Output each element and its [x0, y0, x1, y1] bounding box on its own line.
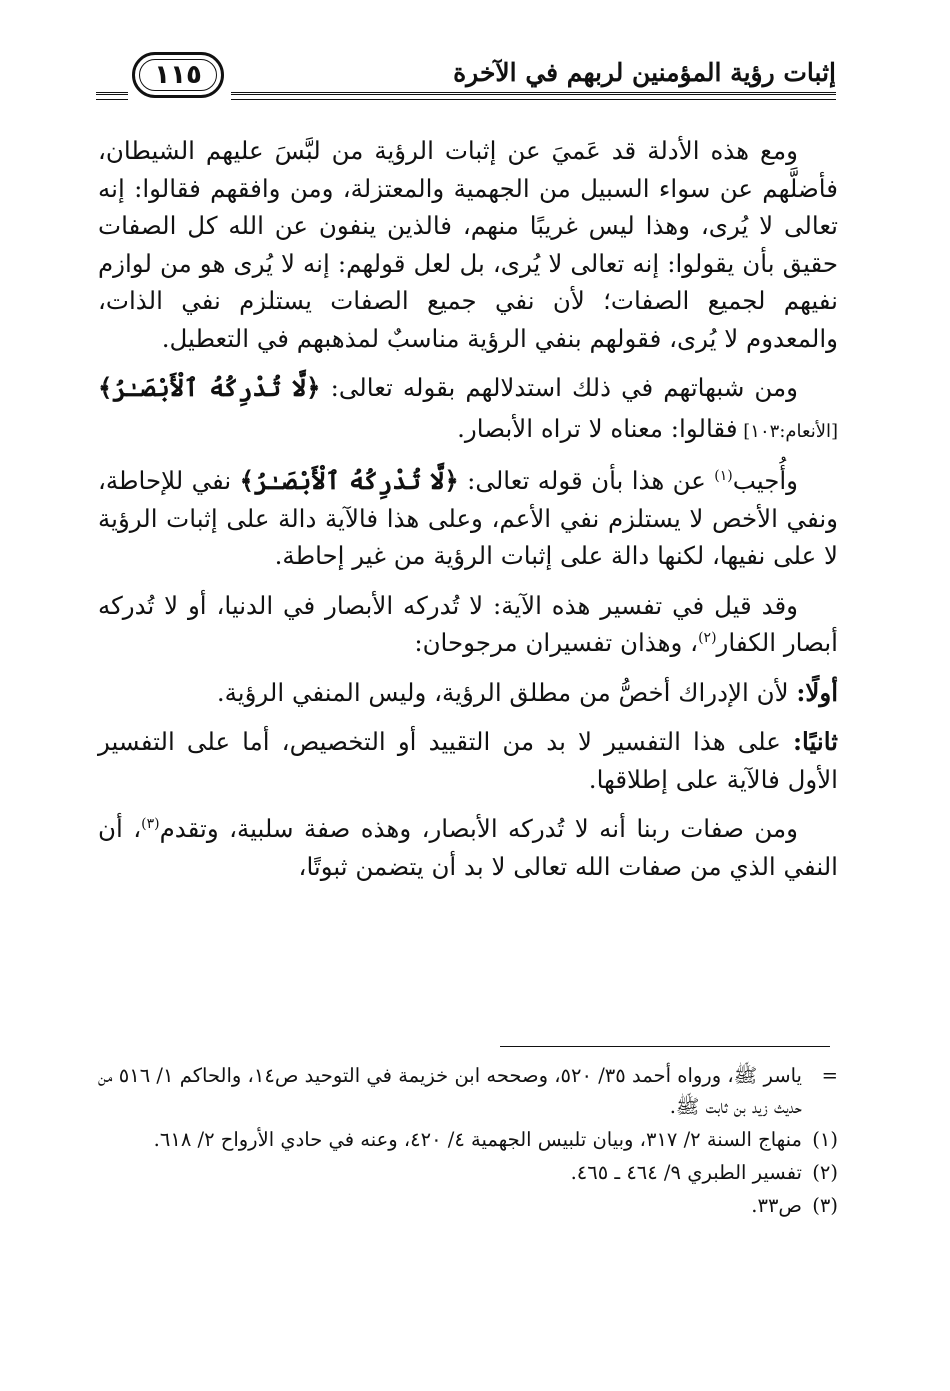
footnote-mark: = — [821, 1064, 838, 1087]
footnote-separator — [500, 1046, 830, 1047]
quran-verse: ﴿لَّا تُدْرِكُهُ ٱلْأَبْصَـٰرُ﴾ — [239, 466, 459, 495]
footnote-text: تفسير الطبري ٩/ ٤٦٤ ـ ٤٦٥. — [570, 1161, 802, 1184]
page-header — [96, 52, 836, 112]
footnote — [98, 1124, 838, 1155]
main-text — [98, 132, 838, 897]
footnote-ref-2: (٢) — [698, 629, 717, 646]
paragraph-6: ثانيًا: على هذا التفسير لا بد من التقييد أو التخصيص، أما على التفسير الأول فالآية على إطلاقها. — [98, 727, 838, 794]
footnote-text: ص٣٣. — [751, 1194, 802, 1217]
header-rule — [231, 92, 836, 100]
footnote-mark: (٢) — [812, 1161, 838, 1184]
footnote-text: ياسر ﷺ، ورواه أحمد ٣٥/ ٥٢٠، وصححه ابن خزيمة في التوحيد ص١٤، والحاكم ١/ ٥١٦ من حديث زيد بن ثابت ﷺ. — [98, 1064, 802, 1118]
paragraph-1: ومع هذه الأدلة قد عَميَ عن إثبات الرؤية من لبَّسَ عليهم الشيطان، فأضلَّهم عن سواء السبيل من الجهمية والمعتزلة، ومن وافقهم فقالوا: إنه تعالى لا يُرى، وهذا ليس غريبًا منهم، فالذين ينفون عن الله كل الصفات حقيق بأن يقولوا: إنه تعالى لا يُرى، بل لعل قولهم: إنه لا يُرى هو من لوازم نفيهم لجميع الصفات؛ لأن نفي جميع الصفات يستلزم نفي الذات، والمعدوم لا يُرى، فقولهم بنفي الرؤية مناسبٌ لمذهبهم في التعطيل. — [98, 136, 838, 353]
footnote — [98, 1060, 838, 1122]
paragraph-4: وقد قيل في تفسير هذه الآية: لا تُدركه الأبصار في الدنيا، أو لا تُدركه أبصار الكفار$^{(٢)}$، وهذان تفسيران مرجوحان: — [98, 590, 838, 657]
quran-verse: ﴿لَّا تُدْرِكُهُ ٱلْأَبْصَـٰرُ﴾ — [98, 373, 321, 402]
footnote-mark: (٣) — [812, 1194, 838, 1217]
paragraph-7: ومن صفات ربنا أنه لا تُدركه الأبصار، وهذه صفة سلبية، وتقدم$^{(٣)}$، أن النفي الذي من صفات الله تعالى لا بد أن يتضمن ثبوتًا، — [98, 814, 838, 881]
footnote-ref-1: (١) — [714, 467, 733, 484]
footnote-ref-3: (٣) — [141, 815, 160, 832]
footnotes — [98, 1060, 838, 1223]
point-lead: أولًا: — [796, 677, 838, 707]
paragraph-5: أولًا: لأن الإدراك أخصُّ من مطلق الرؤية، وليس المنفي الرؤية. — [216, 677, 838, 707]
header-rule-left — [96, 92, 128, 100]
verse-reference: [الأنعام:١٠٣] — [737, 420, 838, 442]
paragraph-2: ومن شبهاتهم في ذلك استدلالهم بقوله تعالى: ﴿لَّا تُدْرِكُهُ ٱلْأَبْصَـٰرُ﴾ [الأنعام:١٠٣] فقالوا: معناه لا تراه الأبصار. — [98, 373, 838, 443]
footnote — [98, 1157, 838, 1188]
point-lead: ثانيًا: — [792, 727, 838, 756]
footnote-text: منهاج السنة ٢/ ٣١٧، وبيان تلبيس الجهمية ٤/ ٤٢٠، وعنه في حادي الأرواح ٢/ ٦١٨. — [153, 1128, 802, 1151]
running-title: إثبات رؤية المؤمنين لربهم في الآخرة — [453, 58, 836, 87]
footnote-mark: (١) — [812, 1128, 838, 1151]
page-number: ١١٥ — [132, 52, 224, 98]
footnote — [98, 1190, 838, 1221]
paragraph-3: وأُجيب$^{(١)}$ عن هذا بأن قوله تعالى: ﴿لَّا تُدْرِكُهُ ٱلْأَبْصَـٰرُ﴾ نفي للإحاطة، ونفي الأخص لا يستلزم نفي الأعم، وعلى هذا فالآية دالة على إثبات الرؤية لا على نفيها، لكنها دالة على إثبات الرؤية من غير إحاطة. — [98, 466, 838, 570]
